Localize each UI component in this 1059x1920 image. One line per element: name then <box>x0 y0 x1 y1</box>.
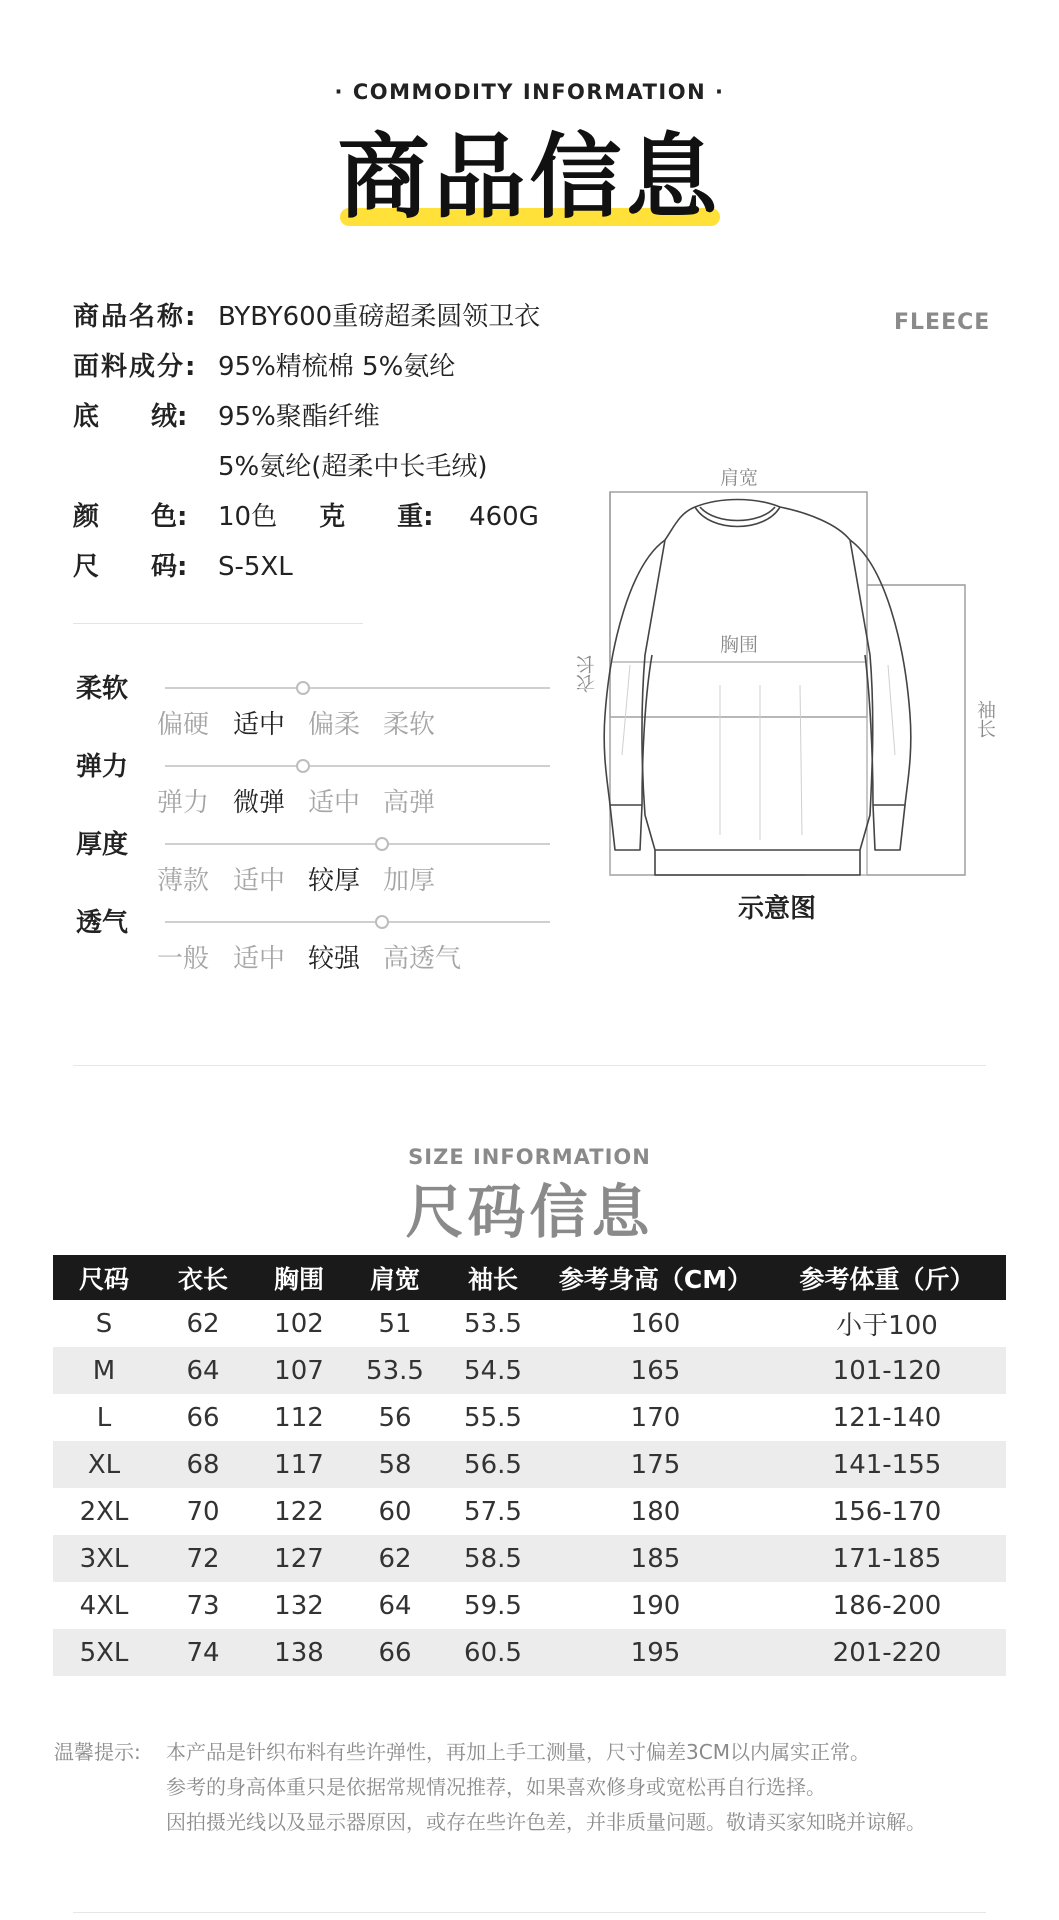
sweatshirt-outline-icon <box>570 455 1000 935</box>
page-title: 商品信息 <box>337 124 722 231</box>
title-block <box>0 124 1059 231</box>
column-header: 参考身高（CM） <box>543 1255 768 1300</box>
note-text: 本产品是针织布料有些许弹性，再加上手工测量，尺寸偏差3CM以内属实正常。 <box>166 1740 870 1764</box>
shoulder-label: 肩宽 <box>720 467 759 489</box>
scale-option: 高弹 <box>383 788 436 818</box>
table-cell: 117 <box>251 1441 347 1488</box>
table-row <box>53 1488 1006 1535</box>
table-cell: 55.5 <box>464 1402 522 1433</box>
table-row <box>53 1300 1006 1347</box>
table-row <box>53 1394 1006 1441</box>
attribute-softness <box>73 668 513 746</box>
table-cell: 66 <box>186 1402 220 1433</box>
scale-marker <box>375 837 389 851</box>
table-cell: 170 <box>630 1402 681 1433</box>
table-cell: 185 <box>543 1535 768 1582</box>
info-label: 克 重: <box>319 502 434 532</box>
scale-option: 偏柔 <box>308 710 361 740</box>
table-row <box>53 1347 1006 1394</box>
scale-marker <box>296 759 310 773</box>
attribute-name: 透气 <box>76 908 129 938</box>
table-cell: 56 <box>378 1402 412 1433</box>
size-section-title: 尺码信息 <box>405 1178 654 1246</box>
table-cell: 122 <box>274 1496 324 1527</box>
attribute-breathability <box>73 902 513 980</box>
scale-option: 加厚 <box>383 866 436 896</box>
info-row-fabric <box>73 342 540 392</box>
scale-option: 较强 <box>308 944 361 974</box>
table-cell: 201-220 <box>768 1629 1006 1676</box>
table-cell: 58 <box>347 1441 443 1488</box>
table-cell: 127 <box>251 1535 347 1582</box>
table-row <box>53 1441 1006 1488</box>
fleece-badge: FLEECE <box>894 310 991 335</box>
info-label: 商品名称: <box>73 302 198 332</box>
table-row <box>53 1582 1006 1629</box>
info-row-size <box>73 542 540 592</box>
table-cell: 68 <box>155 1441 251 1488</box>
table-cell: 56.5 <box>443 1441 543 1488</box>
table-cell: 107 <box>251 1347 347 1394</box>
table-cell: 180 <box>630 1496 681 1527</box>
table-cell: 74 <box>155 1629 251 1676</box>
table-cell: 64 <box>155 1347 251 1394</box>
size-information-heading: SIZE INFORMATION <box>408 1145 651 1169</box>
chest-label: 胸围 <box>720 634 759 656</box>
column-header: 胸围 <box>251 1255 347 1300</box>
table-cell: 53.5 <box>347 1347 443 1394</box>
table-cell: 102 <box>274 1308 324 1339</box>
table-cell: 57.5 <box>464 1496 522 1527</box>
table-cell: 160 <box>630 1308 681 1339</box>
table-cell: 121-140 <box>832 1402 942 1433</box>
scale-marker <box>375 915 389 929</box>
scale-line <box>165 765 550 767</box>
scale-option: 适中 <box>308 788 361 818</box>
info-label: 底 绒: <box>73 402 188 432</box>
table-cell: 62 <box>347 1535 443 1582</box>
footer-divider <box>73 1912 986 1913</box>
table-cell: 60.5 <box>443 1629 543 1676</box>
info-value: 95%聚酯纤维 <box>218 402 380 432</box>
table-cell: M <box>53 1347 155 1394</box>
table-cell: 小于100 <box>836 1311 938 1341</box>
column-header: 袖长 <box>443 1255 543 1300</box>
table-cell: 60 <box>378 1496 412 1527</box>
info-row-fleece <box>73 392 540 442</box>
table-cell: 54.5 <box>443 1347 543 1394</box>
table-cell: 5XL <box>53 1629 155 1676</box>
table-cell: 165 <box>543 1347 768 1394</box>
table-cell: 175 <box>543 1441 768 1488</box>
info-value: 5%氨纶(超柔中长毛绒) <box>218 452 488 482</box>
scale-option: 一般 <box>157 944 210 974</box>
scale-option: 适中 <box>233 866 286 896</box>
table-cell: 58.5 <box>443 1535 543 1582</box>
table-cell: 2XL <box>79 1496 129 1527</box>
attribute-name: 弹力 <box>76 752 129 782</box>
care-note <box>54 1735 926 1840</box>
sleeve-measure-box <box>867 585 965 875</box>
chest-measure-box <box>610 662 867 875</box>
column-header: 衣长 <box>155 1255 251 1300</box>
scale-option: 微弹 <box>233 788 286 818</box>
table-cell: 132 <box>274 1590 324 1621</box>
table-cell: 4XL <box>79 1590 129 1621</box>
scale-option: 较厚 <box>308 866 361 896</box>
attribute-elasticity <box>73 746 513 824</box>
scale-option: 适中 <box>233 710 286 740</box>
table-cell: 51 <box>378 1308 412 1339</box>
size-table-body <box>53 1300 1006 1676</box>
table-cell: 138 <box>251 1629 347 1676</box>
note-line: 因拍摄光线以及显示器原因，或存在些许色差，并非质量问题。敬请买家知晓并谅解。 <box>166 1810 926 1834</box>
note-line <box>54 1735 926 1770</box>
table-cell: 195 <box>543 1629 768 1676</box>
sweatshirt-diagram <box>570 455 1000 935</box>
table-cell: 141-155 <box>768 1441 1006 1488</box>
info-row-color-weight <box>73 492 540 542</box>
scale-line <box>165 687 550 689</box>
table-cell: 66 <box>347 1629 443 1676</box>
info-value: 95%精梳棉 5%氨纶 <box>218 352 456 382</box>
scale-option: 薄款 <box>157 866 210 896</box>
note-label: 温馨提示: <box>54 1740 141 1764</box>
table-cell: L <box>96 1402 112 1433</box>
info-value: 460G <box>469 502 539 532</box>
diagram-caption: 示意图 <box>738 894 817 924</box>
table-cell: XL <box>53 1441 155 1488</box>
scale-line <box>165 921 550 923</box>
attribute-name: 厚度 <box>76 830 129 860</box>
product-info <box>73 292 540 592</box>
section-divider <box>73 1065 986 1066</box>
scale-option: 弹力 <box>157 788 210 818</box>
attribute-thickness <box>73 824 513 902</box>
note-line: 参考的身高体重只是依据常规情况推荐，如果喜欢修身或宽松再自行选择。 <box>166 1775 826 1799</box>
info-label: 颜 色: <box>73 502 188 532</box>
size-table <box>53 1255 1006 1676</box>
info-row-fleece-cont <box>73 442 540 492</box>
length-label: 衣长 <box>576 655 598 693</box>
table-cell: 3XL <box>53 1535 155 1582</box>
table-cell: 190 <box>630 1590 681 1621</box>
table-cell: 72 <box>155 1535 251 1582</box>
table-cell: 101-120 <box>768 1347 1006 1394</box>
info-value: BYBY600重磅超柔圆领卫衣 <box>218 302 541 332</box>
commodity-information-heading: · COMMODITY INFORMATION · <box>334 80 725 104</box>
table-cell: 59.5 <box>464 1590 522 1621</box>
scale-option: 高透气 <box>383 944 462 974</box>
attribute-name: 柔软 <box>76 674 129 704</box>
table-cell: 186-200 <box>832 1590 942 1621</box>
column-header: 尺码 <box>53 1255 155 1300</box>
scale-option: 柔软 <box>383 710 436 740</box>
table-header-row <box>53 1255 1006 1300</box>
table-cell: 64 <box>378 1590 412 1621</box>
column-header: 肩宽 <box>347 1255 443 1300</box>
table-row <box>53 1629 1006 1676</box>
info-row-name <box>73 292 540 342</box>
sleeve-label: 袖长 <box>974 700 996 738</box>
scale-line <box>165 843 550 845</box>
scale-option: 偏硬 <box>157 710 210 740</box>
info-value: S-5XL <box>218 552 293 582</box>
scale-marker <box>296 681 310 695</box>
table-cell: 171-185 <box>768 1535 1006 1582</box>
table-cell: 62 <box>186 1308 220 1339</box>
divider <box>73 623 363 624</box>
table-cell: 73 <box>186 1590 220 1621</box>
table-cell: 156-170 <box>832 1496 942 1527</box>
column-header: 参考体重（斤） <box>768 1255 1006 1300</box>
info-label: 面料成分: <box>73 352 198 382</box>
table-row <box>53 1535 1006 1582</box>
info-label: 尺 码: <box>73 552 188 582</box>
attribute-scales <box>73 668 513 980</box>
table-cell: 53.5 <box>464 1308 522 1339</box>
info-value: 10色 <box>218 502 278 532</box>
table-cell: 112 <box>274 1402 324 1433</box>
table-cell: S <box>95 1308 113 1339</box>
scale-option: 适中 <box>233 944 286 974</box>
table-cell: 70 <box>186 1496 220 1527</box>
